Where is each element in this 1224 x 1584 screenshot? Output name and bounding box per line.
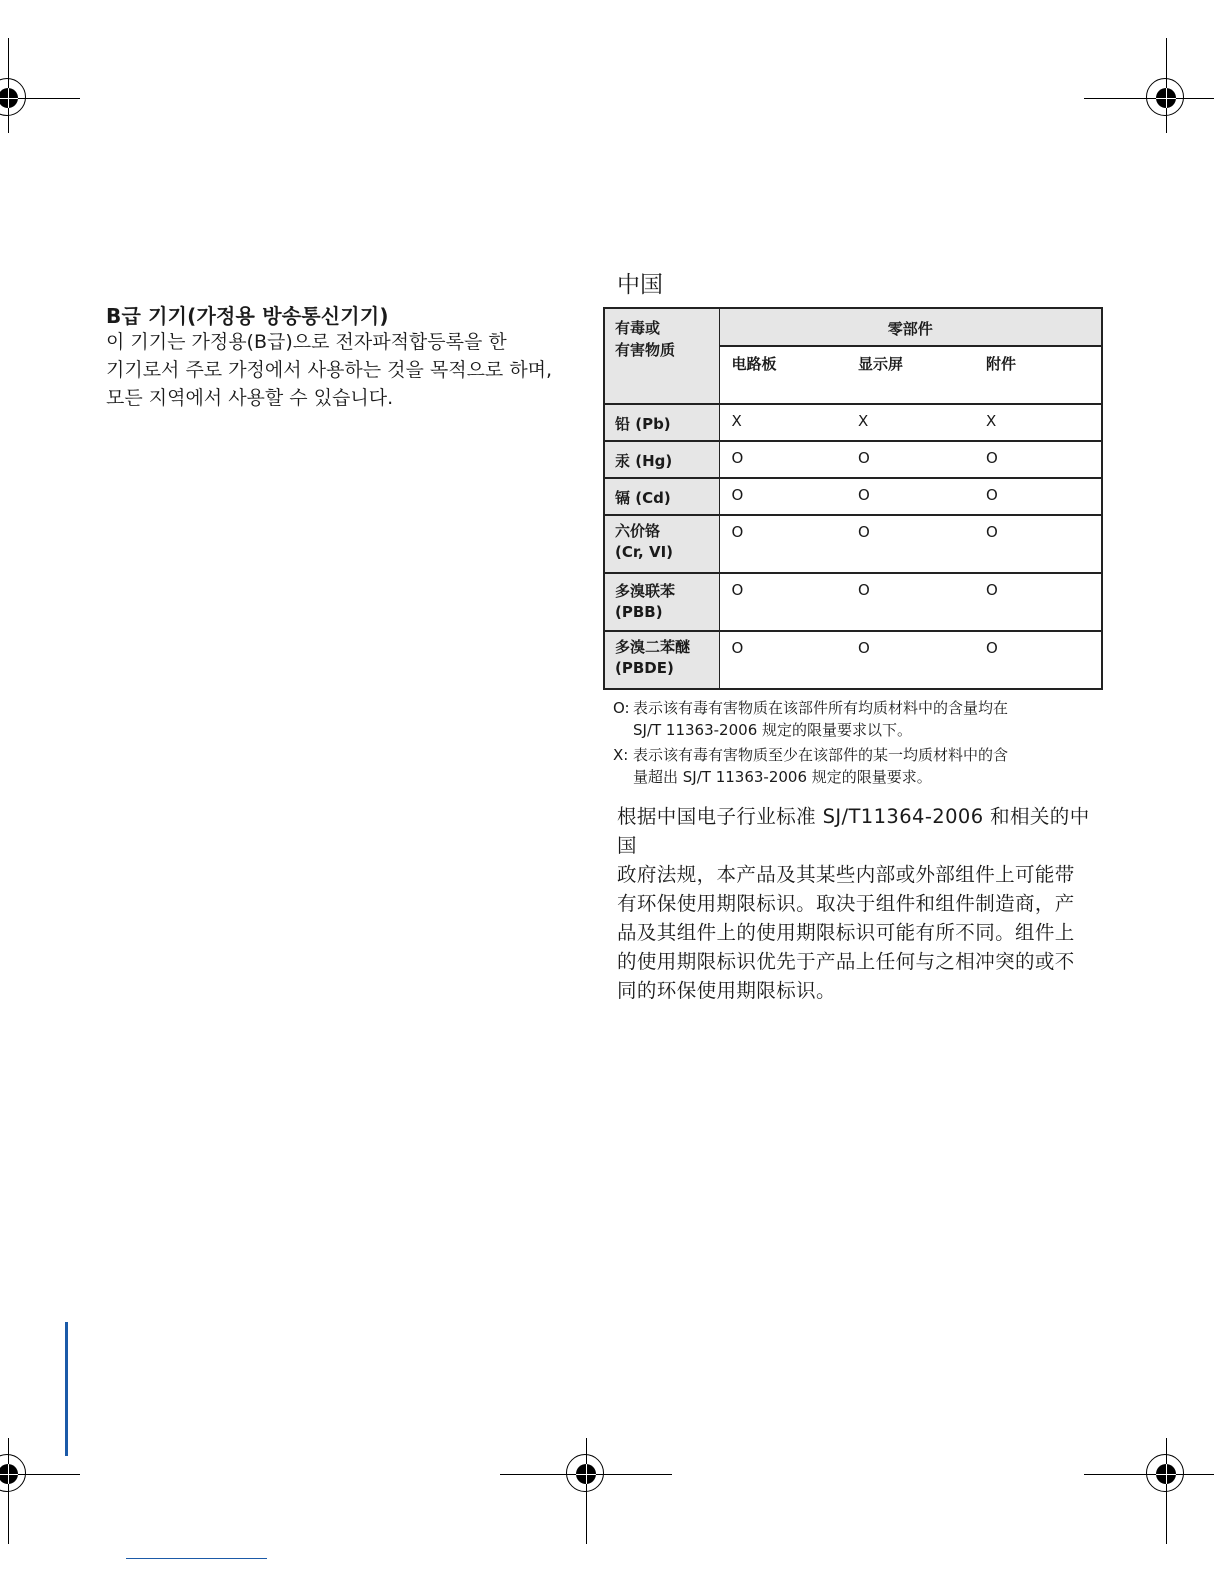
table-row: 六价铬 (Cr, VI) O O O xyxy=(605,515,1101,573)
table-cell: O xyxy=(974,478,1101,515)
footer-rule xyxy=(126,1558,267,1559)
table-cell: O xyxy=(719,631,846,688)
table-cell: O xyxy=(846,478,974,515)
china-paragraph xyxy=(617,802,1103,1005)
table-cell: O xyxy=(719,515,846,573)
table-cell: O xyxy=(719,441,846,478)
column-header: 电路板 xyxy=(731,355,777,373)
column-header: 显示屏 xyxy=(858,355,904,373)
table-cell: X xyxy=(719,404,846,441)
korean-body-line: 기기로서 주로 가정에서 사용하는 것을 목적으로 하며, xyxy=(106,359,553,381)
margin-bar xyxy=(65,1322,68,1456)
note-o: O: 表示该有毒有害物质在该部件所有均质材料中的含量均在 SJ/T 11363-2006 规定的限量要求以下。 xyxy=(613,699,1009,739)
table-cell: O xyxy=(719,478,846,515)
table-cell: O xyxy=(974,573,1101,631)
table-cell: O xyxy=(974,631,1101,688)
paragraph-line: 政府法规，本产品及其某些内部或外部组件上可能带 xyxy=(617,863,1075,886)
paragraph-line: 品及其组件上的使用期限标识可能有所不同。组件上 xyxy=(617,921,1075,944)
table-cell: O xyxy=(974,441,1101,478)
table-row: 汞 (Hg) O O O xyxy=(605,441,1101,478)
korean-body-line: 모든 지역에서 사용할 수 있습니다. xyxy=(106,387,394,409)
table-cell: X xyxy=(974,404,1101,441)
table-notes xyxy=(613,697,1093,788)
korean-body-line: 이 기기는 가정용(B급)으로 전자파적합등록을 한 xyxy=(106,331,507,353)
paragraph-line: 的使用期限标识优先于产品上任何与之相冲突的或不 xyxy=(617,950,1075,973)
korean-section-title: B급 기기(가정용 방송통신기기) xyxy=(106,304,389,328)
paragraph-line: 有环保使用期限标识。取决于组件和组件制造商，产 xyxy=(617,892,1075,915)
table-cell: O xyxy=(719,573,846,631)
hazardous-substances-table xyxy=(603,307,1103,690)
china-section-title: 中国 xyxy=(617,272,663,298)
table-cell: O xyxy=(846,515,974,573)
paragraph-line: 同的环保使用期限标识。 xyxy=(617,979,836,1002)
note-label: O: xyxy=(613,699,630,717)
column-header: 附件 xyxy=(986,355,1017,373)
table-cell: O xyxy=(846,631,974,688)
table-cell: O xyxy=(846,573,974,631)
korean-section-body xyxy=(106,328,576,412)
table-cell: O xyxy=(974,515,1101,573)
note-label: X: xyxy=(613,746,629,764)
table-row: 多溴联苯 (PBB) O O O xyxy=(605,573,1101,631)
table-group-header: 零部件 xyxy=(719,309,1101,346)
table-row: 铅 (Pb) X X X xyxy=(605,404,1101,441)
table-cell: O xyxy=(846,441,974,478)
paragraph-line: 根据中国电子行业标准 SJ/T11364-2006 和相关的中国 xyxy=(617,805,1090,857)
table-cell: X xyxy=(846,404,974,441)
table-row-header: 有毒或 有害物质 xyxy=(605,309,719,404)
table-row: 多溴二苯醚 (PBDE) O O O xyxy=(605,631,1101,688)
table-row: 镉 (Cd) O O O xyxy=(605,478,1101,515)
note-x: X: 表示该有毒有害物质至少在该部件的某一均质材料中的含 量超出 SJ/T 11363-2006 规定的限量要求。 xyxy=(613,746,1009,786)
